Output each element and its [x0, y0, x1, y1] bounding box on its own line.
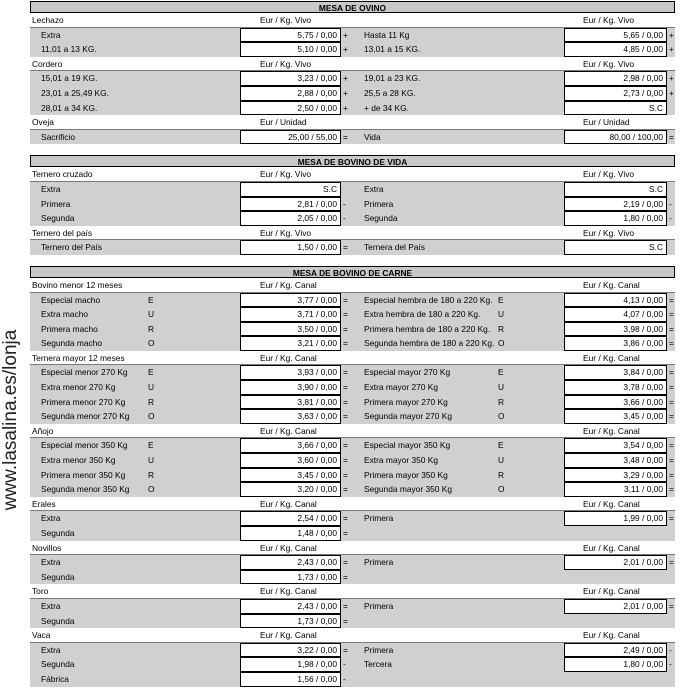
price-sheet: [30, 0, 675, 687]
watermark: [0, 300, 24, 540]
left-price-cell: 1,73 / 0,00: [240, 614, 341, 629]
left-trend-sign: =: [343, 600, 348, 611]
group-header: [30, 167, 675, 182]
right-class-letter: E: [498, 294, 504, 305]
group-name: Bovino menor 12 meses: [32, 279, 123, 290]
price-row: [30, 395, 675, 410]
right-item-label: Hasta 11 Kg: [364, 29, 410, 40]
left-item-label: Primera menor 350 Kg: [41, 469, 126, 480]
left-price-cell: S.C: [240, 182, 341, 197]
left-trend-sign: =: [343, 469, 348, 480]
price-row: [30, 409, 675, 424]
price-row: [30, 182, 675, 197]
right-price-cell: 3,78 / 0,00: [564, 380, 667, 395]
group-name: Cordero: [32, 58, 63, 69]
group-name: Lechazo: [32, 15, 64, 25]
right-item-label: Vida: [364, 131, 381, 142]
left-item-label: 28,01 a 34 KG.: [41, 102, 98, 113]
watermark-text: www.lasalina.es/lonja: [0, 329, 21, 511]
left-item-label: Extra: [41, 29, 61, 40]
right-trend-sign: +: [669, 73, 674, 84]
unit-label-right: Eur / Unidad: [583, 117, 630, 128]
left-trend-sign: =: [343, 382, 348, 393]
right-trend-sign: =: [669, 455, 674, 466]
right-item-label: Extra hembra de 180 a 220 Kg.: [364, 309, 481, 320]
unit-label-left: Eur / Kg. Canal: [260, 630, 317, 641]
right-item-label: Segunda hembra de 180 a 220 Kg.: [364, 338, 495, 349]
left-price-cell: 1,48 / 0,00: [240, 526, 341, 541]
unit-label-right: Eur / Kg. Vivo: [583, 15, 635, 25]
unit-label-left: Eur / Kg. Canal: [260, 352, 317, 363]
group-name: Ternera mayor 12 meses: [32, 352, 125, 363]
left-item-label: Segunda: [41, 528, 75, 538]
left-item-label: Primera macho: [41, 323, 98, 334]
right-trend-sign: =: [669, 131, 674, 142]
price-row: [30, 482, 675, 497]
left-item-label: Segunda menor 350 Kg: [41, 484, 130, 495]
right-class-letter: R: [498, 469, 505, 480]
right-item-label: 25,5 a 28 KG.: [364, 87, 416, 98]
right-item-label: Primera mayor 270 Kg: [364, 396, 448, 407]
left-class-letter: E: [148, 294, 154, 305]
left-price-cell: 3,20 / 0,00: [240, 482, 341, 497]
right-item-label: Segunda mayor 350 Kg: [364, 484, 452, 495]
right-item-label: Especial mayor 270 Kg: [364, 367, 451, 378]
left-trend-sign: =: [343, 294, 348, 305]
right-trend-sign: =: [669, 309, 674, 320]
right-class-letter: U: [498, 455, 505, 466]
right-class-letter: E: [498, 440, 504, 451]
price-row: [30, 322, 675, 337]
right-class-letter: R: [498, 323, 505, 334]
right-trend-sign: +: [669, 44, 674, 55]
right-price-cell: 3,86 / 0,00: [564, 336, 667, 351]
left-price-cell: 2,05 / 0,00: [240, 211, 341, 226]
left-trend-sign: =: [343, 644, 348, 655]
section-title: MESA DE BOVINO DE CARNE: [30, 266, 675, 278]
left-trend-sign: =: [343, 411, 348, 422]
left-trend-sign: =: [343, 242, 348, 253]
right-item-label: + de 34 KG.: [364, 102, 409, 113]
group-header: [30, 424, 675, 439]
unit-label-right: Eur / Kg. Canal: [583, 352, 640, 363]
group-header: [30, 115, 675, 130]
right-price-cell: 4,85 / 0,00: [564, 42, 667, 57]
left-price-cell: 3,66 / 0,00: [240, 438, 341, 453]
left-trend-sign: =: [343, 396, 348, 407]
right-trend-sign: -: [669, 198, 672, 209]
unit-label-left: Eur / Kg. Vivo: [260, 227, 312, 238]
left-item-label: Especial menor 350 Kg: [41, 440, 128, 451]
right-trend-sign: -: [669, 644, 672, 655]
price-row: [30, 453, 675, 468]
left-class-letter: O: [148, 411, 155, 422]
right-trend-sign: -: [669, 659, 672, 670]
right-price-cell: 2,01 / 0,00: [564, 555, 667, 570]
group-name: Añojo: [32, 425, 54, 436]
price-row: [30, 365, 675, 380]
price-row: [30, 197, 675, 212]
left-trend-sign: -: [343, 198, 346, 209]
section-spacer: [30, 144, 675, 154]
section-0: [30, 1, 675, 144]
right-price-cell: 3,11 / 0,00: [564, 482, 667, 497]
price-row: [30, 28, 675, 43]
group-name: Ternero del país: [32, 227, 93, 238]
right-price-cell: 1,80 / 0,00: [564, 211, 667, 226]
right-trend-sign: =: [669, 411, 674, 422]
price-row: [30, 657, 675, 672]
left-price-cell: 2,43 / 0,00: [240, 599, 341, 614]
left-trend-sign: +: [343, 87, 348, 98]
left-item-label: Extra: [41, 644, 61, 655]
right-class-letter: U: [498, 382, 505, 393]
price-row: [30, 336, 675, 351]
price-row: [30, 71, 675, 86]
left-item-label: Extra menor 270 Kg: [41, 382, 116, 393]
right-class-letter: U: [498, 309, 505, 320]
left-trend-sign: =: [343, 513, 348, 524]
left-trend-sign: =: [343, 557, 348, 568]
left-price-cell: 3,50 / 0,00: [240, 322, 341, 337]
right-item-label: Especial mayor 350 Kg: [364, 440, 451, 451]
right-item-label: Primera: [364, 600, 394, 611]
group-name: Erales: [32, 498, 56, 509]
price-row: [30, 672, 675, 687]
price-row: [30, 86, 675, 101]
unit-label-left: Eur / Kg. Vivo: [260, 169, 312, 180]
right-trend-sign: =: [669, 484, 674, 495]
left-trend-sign: =: [343, 338, 348, 349]
right-price-cell: 4,07 / 0,00: [564, 307, 667, 322]
left-item-label: Extra: [41, 183, 61, 194]
right-price-cell: 3,66 / 0,00: [564, 395, 667, 410]
right-trend-sign: =: [669, 557, 674, 568]
left-item-label: Segunda: [41, 571, 75, 582]
right-trend-sign: =: [669, 382, 674, 393]
left-price-cell: 3,45 / 0,00: [240, 468, 341, 483]
right-trend-sign: =: [669, 294, 674, 305]
unit-label-right: Eur / Kg. Canal: [583, 425, 640, 436]
left-price-cell: 3,77 / 0,00: [240, 293, 341, 308]
group-header: [30, 13, 675, 28]
left-trend-sign: +: [343, 44, 348, 55]
left-price-cell: 1,56 / 0,00: [240, 672, 341, 687]
group-header: [30, 351, 675, 366]
left-item-label: Extra menor 350 Kg: [41, 455, 116, 466]
left-item-label: Primera menor 270 Kg: [41, 396, 126, 407]
right-class-letter: O: [498, 484, 505, 495]
price-row: [30, 240, 675, 255]
group-name: Toro: [32, 586, 49, 597]
left-price-cell: 3,81 / 0,00: [240, 395, 341, 410]
right-trend-sign: =: [669, 367, 674, 378]
right-price-cell: S.C: [564, 182, 667, 197]
left-trend-sign: +: [343, 29, 348, 40]
unit-label-right: Eur / Kg. Canal: [583, 586, 640, 597]
section-1: [30, 155, 675, 255]
left-item-label: Segunda: [41, 659, 75, 670]
left-trend-sign: -: [343, 213, 346, 224]
right-item-label: Primera: [364, 198, 394, 209]
right-item-label: Extra: [364, 183, 384, 194]
unit-label-left: Eur / Kg. Canal: [260, 279, 317, 290]
right-item-label: Extra mayor 350 Kg: [364, 455, 439, 466]
left-trend-sign: =: [343, 528, 348, 538]
right-class-letter: O: [498, 411, 505, 422]
left-price-cell: 3,90 / 0,00: [240, 380, 341, 395]
left-item-label: Segunda macho: [41, 338, 102, 349]
left-price-cell: 3,71 / 0,00: [240, 307, 341, 322]
right-price-cell: 2,73 / 0,00: [564, 86, 667, 101]
right-item-label: Primera: [364, 644, 394, 655]
right-item-label: Segunda mayor 270 Kg: [364, 411, 452, 422]
left-trend-sign: =: [343, 455, 348, 466]
left-item-label: 11,01 a 13 KG.: [41, 44, 97, 55]
section-title: MESA DE OVINO: [30, 1, 675, 13]
right-item-label: Primera: [364, 557, 394, 568]
price-row: [30, 42, 675, 57]
left-class-letter: U: [148, 309, 155, 320]
price-row: [30, 614, 675, 629]
right-price-cell: 3,45 / 0,00: [564, 409, 667, 424]
right-class-letter: R: [498, 396, 505, 407]
unit-label-right: Eur / Kg. Vivo: [583, 58, 635, 69]
right-class-letter: E: [498, 367, 504, 378]
right-price-cell: 3,84 / 0,00: [564, 365, 667, 380]
right-trend-sign: =: [669, 396, 674, 407]
left-item-label: Segunda: [41, 213, 75, 224]
group-header: [30, 226, 675, 241]
group-header: [30, 584, 675, 599]
right-price-cell: 1,80 / 0,00: [564, 657, 667, 672]
price-row: [30, 101, 675, 116]
left-item-label: Primera: [41, 198, 71, 209]
group-header: [30, 497, 675, 512]
left-item-label: Segunda menor 270 Kg: [41, 411, 130, 422]
left-price-cell: 2,54 / 0,00: [240, 511, 341, 526]
price-row: [30, 438, 675, 453]
unit-label-right: Eur / Kg. Canal: [583, 630, 640, 641]
left-price-cell: 2,88 / 0,00: [240, 86, 341, 101]
left-price-cell: 3,22 / 0,00: [240, 643, 341, 658]
unit-label-left: Eur / Kg. Canal: [260, 586, 317, 597]
left-class-letter: R: [148, 323, 155, 334]
right-item-label: Segunda: [364, 213, 398, 224]
left-item-label: Extra macho: [41, 309, 89, 320]
right-item-label: 19,01 a 23 KG.: [364, 73, 421, 84]
left-trend-sign: =: [343, 484, 348, 495]
left-trend-sign: -: [343, 659, 346, 670]
right-trend-sign: =: [669, 513, 674, 524]
right-price-cell: 3,98 / 0,00: [564, 322, 667, 337]
unit-label-left: Eur / Kg. Canal: [260, 542, 317, 553]
right-item-label: Extra mayor 270 Kg: [364, 382, 439, 393]
left-price-cell: 2,43 / 0,00: [240, 555, 341, 570]
left-class-letter: R: [148, 469, 155, 480]
left-price-cell: 2,81 / 0,00: [240, 197, 341, 212]
left-price-cell: 25,00 / 55,00: [240, 130, 341, 145]
unit-label-left: Eur / Kg. Vivo: [260, 15, 312, 25]
left-class-letter: E: [148, 440, 154, 451]
right-item-label: Primera hembra de 180 a 220 Kg.: [364, 323, 491, 334]
left-item-label: 23,01 a 25,49 KG.: [41, 87, 109, 98]
price-row: [30, 526, 675, 541]
left-price-cell: 2,50 / 0,00: [240, 101, 341, 116]
group-name: Novillos: [32, 542, 62, 553]
right-trend-sign: +: [669, 29, 674, 40]
right-price-cell: 2,19 / 0,00: [564, 197, 667, 212]
right-item-label: Primera: [364, 513, 394, 524]
left-item-label: Sacrificio: [41, 131, 75, 142]
group-header: [30, 628, 675, 643]
left-item-label: Especial menor 270 Kg: [41, 367, 128, 378]
price-row: [30, 511, 675, 526]
left-price-cell: 3,23 / 0,00: [240, 71, 341, 86]
price-row: [30, 599, 675, 614]
right-trend-sign: -: [669, 213, 672, 224]
right-trend-sign: =: [669, 600, 674, 611]
left-class-letter: R: [148, 396, 155, 407]
left-trend-sign: =: [343, 323, 348, 334]
left-trend-sign: =: [343, 309, 348, 320]
left-item-label: 15,01 a 19 KG.: [41, 73, 98, 84]
price-row: [30, 130, 675, 145]
group-header: [30, 57, 675, 72]
right-trend-sign: +: [669, 87, 674, 98]
unit-label-left: Eur / Kg. Vivo: [260, 58, 312, 69]
price-row: [30, 555, 675, 570]
right-item-label: 13,01 a 15 KG.: [364, 44, 421, 55]
left-trend-sign: =: [343, 367, 348, 378]
right-item-label: Ternera del País: [364, 242, 425, 253]
group-header: [30, 278, 675, 293]
unit-label-right: Eur / Kg. Canal: [583, 542, 640, 553]
left-price-cell: 1,50 / 0,00: [240, 240, 341, 255]
left-price-cell: 3,60 / 0,00: [240, 453, 341, 468]
right-price-cell: 80,00 / 100,00: [564, 130, 667, 145]
right-price-cell: 2,49 / 0,00: [564, 643, 667, 658]
unit-label-left: Eur / Kg. Canal: [260, 498, 317, 509]
group-name: Oveja: [32, 117, 54, 128]
price-row: [30, 293, 675, 308]
right-price-cell: 2,98 / 0,00: [564, 71, 667, 86]
left-item-label: Ternero del País: [41, 242, 102, 253]
unit-label-left: Eur / Kg. Canal: [260, 425, 317, 436]
right-item-label: Especial hembra de 180 a 220 Kg.: [364, 294, 493, 305]
price-row: [30, 307, 675, 322]
left-trend-sign: -: [343, 673, 346, 684]
left-item-label: Extra: [41, 513, 61, 524]
right-item-label: Tercera: [364, 659, 392, 670]
left-price-cell: 1,73 / 0,00: [240, 570, 341, 585]
section-title: MESA DE BOVINO DE VIDA: [30, 155, 675, 167]
right-price-cell: 3,29 / 0,00: [564, 468, 667, 483]
left-trend-sign: +: [343, 102, 348, 113]
left-trend-sign: =: [343, 440, 348, 451]
left-item-label: Extra: [41, 557, 61, 568]
left-class-letter: E: [148, 367, 154, 378]
group-header: [30, 541, 675, 556]
left-trend-sign: =: [343, 571, 348, 582]
price-row: [30, 468, 675, 483]
unit-label-right: Eur / Kg. Canal: [583, 498, 640, 509]
left-price-cell: 1,98 / 0,00: [240, 657, 341, 672]
right-price-cell: 5,65 / 0,00: [564, 28, 667, 43]
left-item-label: Extra: [41, 600, 61, 611]
left-item-label: Fábrica: [41, 673, 69, 684]
left-price-cell: 5,75 / 0,00: [240, 28, 341, 43]
left-price-cell: 5,10 / 0,00: [240, 42, 341, 57]
right-price-cell: 3,48 / 0,00: [564, 453, 667, 468]
left-price-cell: 3,21 / 0,00: [240, 336, 341, 351]
section-spacer: [30, 255, 675, 265]
left-class-letter: O: [148, 484, 155, 495]
right-price-cell: 3,54 / 0,00: [564, 438, 667, 453]
left-item-label: Segunda: [41, 615, 75, 626]
left-trend-sign: +: [343, 73, 348, 84]
left-item-label: Especial macho: [41, 294, 101, 305]
left-class-letter: O: [148, 338, 155, 349]
right-price-cell: S.C: [564, 101, 667, 116]
price-row: [30, 380, 675, 395]
group-name: Ternero cruzado: [32, 169, 93, 180]
left-class-letter: U: [148, 382, 155, 393]
right-trend-sign: =: [669, 323, 674, 334]
left-trend-sign: =: [343, 615, 348, 626]
right-price-cell: 1,99 / 0,00: [564, 511, 667, 526]
unit-label-right: Eur / Kg. Canal: [583, 279, 640, 290]
left-trend-sign: =: [343, 131, 348, 142]
right-price-cell: 4,13 / 0,00: [564, 293, 667, 308]
group-name: Vaca: [32, 630, 51, 641]
section-2: [30, 266, 675, 687]
unit-label-right: Eur / Kg. Vivo: [583, 227, 635, 238]
unit-label-left: Eur / Unidad: [260, 117, 307, 128]
left-price-cell: 3,93 / 0,00: [240, 365, 341, 380]
price-row: [30, 570, 675, 585]
right-item-label: Primera mayor 350 Kg: [364, 469, 448, 480]
price-row: [30, 211, 675, 226]
left-price-cell: 3,63 / 0,00: [240, 409, 341, 424]
right-price-cell: S.C: [564, 240, 667, 255]
price-row: [30, 643, 675, 658]
right-price-cell: 2,01 / 0,00: [564, 599, 667, 614]
left-class-letter: U: [148, 455, 155, 466]
right-trend-sign: =: [669, 338, 674, 349]
right-trend-sign: =: [669, 440, 674, 451]
right-class-letter: O: [498, 338, 505, 349]
right-trend-sign: =: [669, 469, 674, 480]
unit-label-right: Eur / Kg. Vivo: [583, 169, 635, 180]
